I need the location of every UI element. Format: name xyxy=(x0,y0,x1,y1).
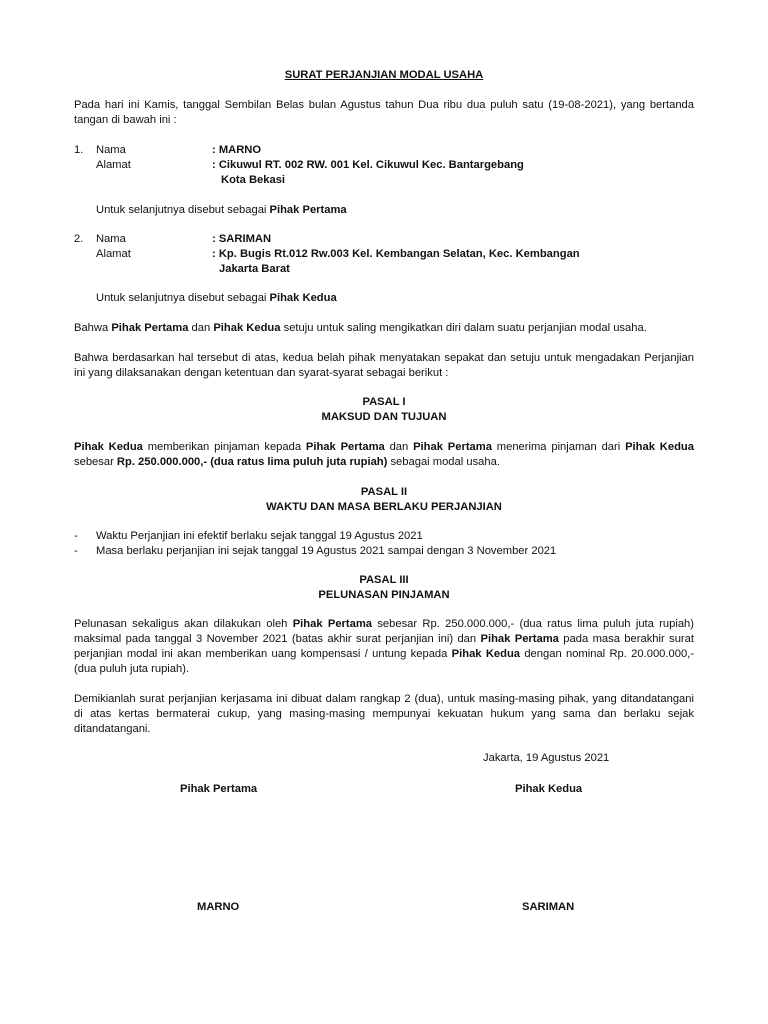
place-date: Jakarta, 19 Agustus 2021 xyxy=(483,752,610,764)
basis-paragraph: Bahwa berdasarkan hal tersebut di atas, kedua belah pihak menyatakan sepakat dan setuju untuk mengadakan Perjanjian ini yang dilaksanakan dengan ketentuan dan syarat-syarat sebagai berikut : xyxy=(74,352,694,379)
party1-designation: Untuk selanjutnya disebut sebagai Pihak Pertama xyxy=(96,204,347,216)
party2-address-line2: Jakarta Barat xyxy=(219,263,290,275)
party2-name-value: : SARIMAN xyxy=(212,233,272,245)
pasal3-subheading: PELUNASAN PINJAMAN xyxy=(318,589,450,601)
pasal2-subheading: WAKTU DAN MASA BERLAKU PERJANJIAN xyxy=(266,501,502,513)
party2-designation: Untuk selanjutnya disebut sebagai Pihak Kedua xyxy=(96,292,337,304)
signature-label-left: Pihak Pertama xyxy=(180,783,258,795)
pasal2-item: Waktu Perjanjian ini efektif berlaku sejak tanggal 19 Agustus 2021 xyxy=(96,530,423,542)
signature-label-right: Pihak Kedua xyxy=(515,783,583,795)
pasal1-subheading: MAKSUD DAN TUJUAN xyxy=(321,411,447,423)
party2-name-label: Nama xyxy=(96,233,126,245)
party1-name-label: Nama xyxy=(96,144,126,156)
party1-address-line1: : Cikuwul RT. 002 RW. 001 Kel. Cikuwul Kec. Bantargebang xyxy=(212,159,524,171)
pasal1-heading: PASAL I xyxy=(362,396,406,408)
party2-designation-term: Pihak Kedua xyxy=(269,292,337,304)
pasal2-item: Masa berlaku perjanjian ini sejak tanggal 19 Agustus 2021 sampai dengan 3 November 2021 xyxy=(96,545,557,557)
party1-number: 1. xyxy=(74,144,84,156)
pasal1-paragraph: Pihak Kedua memberikan pinjaman kepada Pihak Pertama dan Pihak Pertama menerima pinjaman dari Pihak Kedua sebesar Rp. 250.000.000,- (dua ratus lima puluh juta rupiah) sebagai modal usaha. xyxy=(74,441,694,468)
pasal2-bullet: - xyxy=(74,545,78,557)
document-title: SURAT PERJANJIAN MODAL USAHA xyxy=(284,69,484,81)
pasal2-bullet: - xyxy=(74,530,78,542)
party1-address-label: Alamat xyxy=(96,159,131,171)
party2-address-label: Alamat xyxy=(96,248,131,260)
agreement-paragraph: Bahwa Pihak Pertama dan Pihak Kedua setuju untuk saling mengikatkan diri dalam suatu perjanjian modal usaha. xyxy=(74,322,647,334)
pasal2-heading: PASAL II xyxy=(360,486,408,498)
signature-name-left: MARNO xyxy=(197,901,240,913)
pasal3-paragraph: Pelunasan sekaligus akan dilakukan oleh Pihak Pertama sebesar Rp. 250.000.000,- (dua ratus lima puluh juta rupiah) maksimal pada tanggal 3 November 2021 (batas akhir surat perjanjian ini) dan Pihak Pertama pada masa berakhir surat perjanjian modal ini akan memberikan uang kompensasi / untung kepada Pihak Kedua dengan nominal Rp. 20.000.000,- (dua puluh juta rupiah). xyxy=(74,618,695,675)
closing-paragraph: Demikianlah surat perjanjian kerjasama ini dibuat dalam rangkap 2 (dua), untuk masing-masing pihak, yang ditandatangani di atas kertas bermaterai cukup, yang masing-masing mempunyai kekuatan hukum yang sama dan berlaku sejak ditandatangani. xyxy=(74,693,694,735)
intro-paragraph: Pada hari ini Kamis, tanggal Sembilan Belas bulan Agustus tahun Dua ribu dua puluh satu (19-08-2021), yang bertanda tangan di bawah ini : xyxy=(74,99,694,126)
party2-address-line1: : Kp. Bugis Rt.012 Rw.003 Kel. Kembangan Selatan, Kec. Kembangan xyxy=(212,248,580,260)
party2-number: 2. xyxy=(74,233,84,245)
party1-designation-term: Pihak Pertama xyxy=(269,204,347,216)
party1-name-value: : MARNO xyxy=(212,144,262,156)
party1-address-line2: Kota Bekasi xyxy=(221,174,286,186)
pasal3-heading: PASAL III xyxy=(359,574,409,586)
signature-name-right: SARIMAN xyxy=(522,901,575,913)
